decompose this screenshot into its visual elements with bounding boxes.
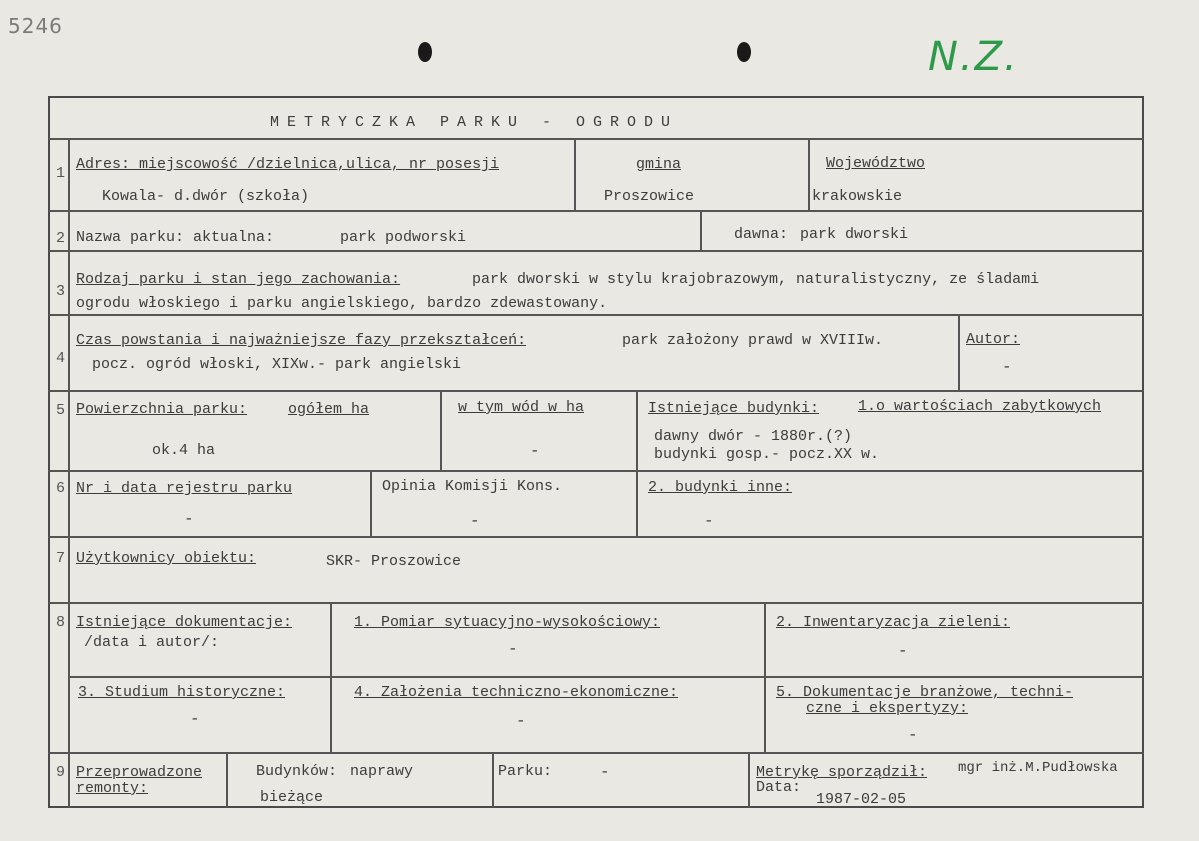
renovations-label-1: Przeprowadzone: [76, 764, 203, 781]
divider: [48, 138, 1144, 140]
row-number: 9: [56, 764, 66, 781]
water-area-value: -: [530, 442, 540, 460]
number-column-line: [68, 138, 70, 808]
greenery-inventory-value: -: [898, 642, 908, 660]
buildings-renovation-label: Budynków:: [256, 763, 338, 780]
divider: [764, 602, 766, 752]
renovations-label-2: remonty:: [76, 780, 149, 797]
area-label: Powierzchnia parku:: [76, 401, 248, 418]
form-title: METRYCZKA PARKU - OGRODU: [270, 114, 679, 131]
divider: [48, 250, 1144, 252]
expert-docs-label-1: 5. Dokumentacje branżowe, techni-: [776, 684, 1074, 701]
address-label: Adres: miejscowość /dzielnica,ulica, nr posesji: [76, 156, 500, 173]
gmina-label: gmina: [636, 156, 682, 173]
commission-value: -: [470, 512, 480, 530]
buildings-renovation-value-2: bieżące: [260, 789, 324, 806]
row-number: 1: [56, 165, 66, 182]
former-name-label: dawna:: [734, 226, 789, 243]
divider: [808, 138, 810, 210]
park-renovation-value: -: [600, 763, 610, 781]
divider: [48, 536, 1144, 538]
technical-assumptions-value: -: [516, 712, 526, 730]
row-number: 7: [56, 550, 66, 567]
other-buildings-label: 2. budynki inne:: [648, 479, 793, 496]
register-value: -: [184, 510, 194, 528]
row-number: 6: [56, 480, 66, 497]
prepared-by-label: Metrykę sporządził:: [756, 764, 928, 781]
park-type-line-1: park dworski w stylu krajobrazowym, naturalistyczny, ze śladami: [472, 271, 1040, 288]
author-label: Autor:: [966, 331, 1021, 348]
divider: [492, 752, 494, 808]
total-area-label: ogółem ha: [288, 401, 370, 418]
divider: [48, 314, 1144, 316]
row-number: 2: [56, 230, 66, 247]
park-renovation-label: Parku:: [498, 763, 553, 780]
author-value: -: [1002, 358, 1012, 376]
divider: [226, 752, 228, 808]
divider: [636, 390, 638, 470]
historical-study-label: 3. Studium historyczne:: [78, 684, 286, 701]
users-value: SKR- Proszowice: [326, 553, 462, 570]
documentation-label: Istniejące dokumentacje:: [76, 614, 293, 631]
commission-label: Opinia Komisji Kons.: [382, 478, 563, 495]
row-number: 4: [56, 350, 66, 367]
date-value: 1987-02-05: [816, 791, 907, 808]
expert-docs-label-2: czne i ekspertyzy:: [806, 700, 969, 717]
divider: [748, 752, 750, 808]
punch-hole-right: [737, 42, 751, 62]
historical-study-value: -: [190, 710, 200, 728]
total-area-value: ok.4 ha: [152, 442, 216, 459]
divider: [48, 752, 1144, 754]
other-buildings-value: -: [704, 512, 714, 530]
park-name-value: park podworski: [340, 229, 467, 246]
divider: [48, 390, 1144, 392]
park-type-line-2: ogrodu włoskiego i parku angielskiego, bardzo zdewastowany.: [76, 295, 608, 312]
gmina-value: Proszowice: [604, 188, 695, 205]
row-number: 8: [56, 614, 66, 631]
divider: [370, 470, 372, 536]
row-number: 5: [56, 402, 66, 419]
history-line-1: park założony prawd w XVIIIw.: [622, 332, 884, 349]
register-label: Nr i data rejestru parku: [76, 480, 293, 497]
documentation-sublabel: /data i autor/:: [84, 634, 220, 651]
former-name-value: park dworski: [800, 226, 909, 243]
survey-label: 1. Pomiar sytuacyjno-wysokościowy:: [354, 614, 661, 631]
history-line-2: pocz. ogród włoski, XIXw.- park angielski: [92, 356, 462, 373]
water-area-label: w tym wód w ha: [458, 399, 585, 416]
divider: [440, 390, 442, 470]
building-line-1: dawny dwór - 1880r.(?): [654, 428, 853, 445]
punch-hole-left: [418, 42, 432, 62]
expert-docs-value: -: [908, 726, 918, 744]
users-label: Użytkownicy obiektu:: [76, 550, 257, 567]
voivodeship-value: krakowskie: [812, 188, 903, 205]
date-label: Data:: [756, 779, 802, 796]
park-name-label: Nazwa parku: aktualna:: [76, 229, 275, 246]
divider: [636, 470, 638, 536]
divider: [700, 210, 702, 250]
divider: [48, 210, 1144, 212]
history-label: Czas powstania i najważniejsze fazy przekształceń:: [76, 332, 527, 349]
address-value: Kowala- d.dwór (szkoła): [102, 188, 310, 205]
divider: [330, 602, 332, 752]
greenery-inventory-label: 2. Inwentaryzacja zieleni:: [776, 614, 1011, 631]
divider: [48, 602, 1144, 604]
row-number: 3: [56, 283, 66, 300]
historic-buildings-label: 1.o wartościach zabytkowych: [858, 398, 1102, 415]
nz-stamp: N.Z.: [928, 34, 1019, 80]
divider: [574, 138, 576, 210]
buildings-renovation-value-1: naprawy: [350, 763, 414, 780]
archive-number: 5246: [8, 14, 63, 38]
divider: [48, 470, 1144, 472]
survey-value: -: [508, 640, 518, 658]
buildings-label: Istniejące budynki:: [648, 400, 820, 417]
technical-assumptions-label: 4. Założenia techniczno-ekonomiczne:: [354, 684, 679, 701]
park-type-label: Rodzaj parku i stan jego zachowania:: [76, 271, 401, 288]
voivodeship-label: Województwo: [826, 155, 926, 172]
divider: [70, 676, 1144, 678]
prepared-by-value: mgr inż.M.Pudłowska: [958, 760, 1118, 776]
divider: [958, 314, 960, 390]
building-line-2: budynki gosp.- pocz.XX w.: [654, 446, 880, 463]
